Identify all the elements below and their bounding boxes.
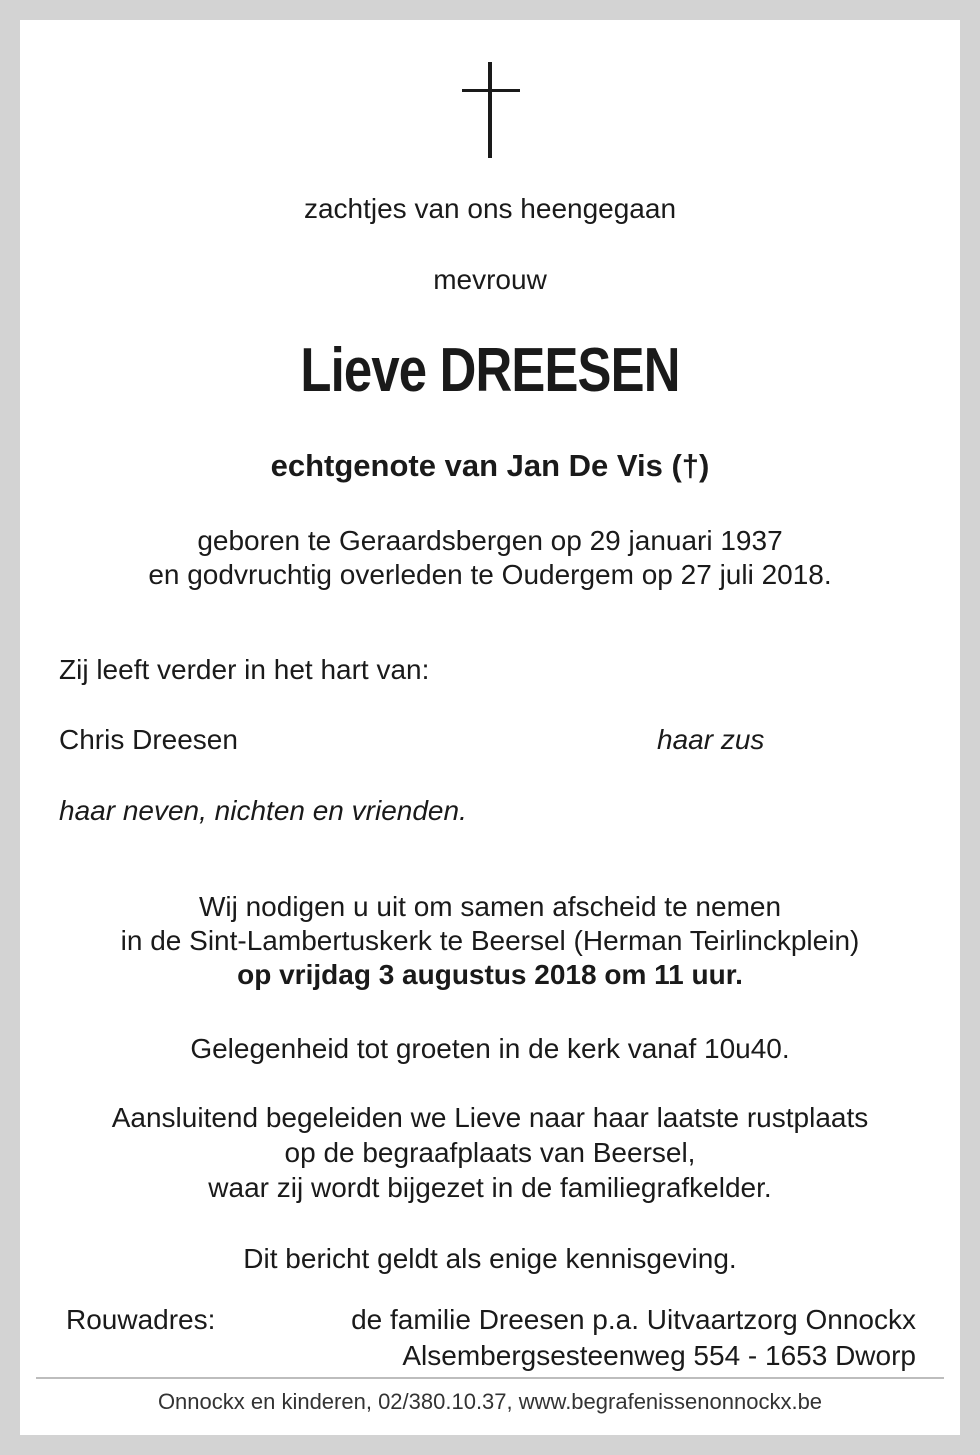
burial-line-3: waar zij wordt bijgezet in de familiegrafkelder. [208, 1172, 772, 1203]
death-notice [20, 20, 960, 1435]
intro-text: zachtjes van ons heengegaan [303, 193, 677, 224]
burial-line-1: Aansluitend begeleiden we Lieve naar haar laatste rustplaats [111, 1102, 869, 1133]
invite-line-2: in de Sint-Lambertuskerk te Beersel (Herman Teirlinckplein) [120, 925, 860, 956]
title-prefix: mevrouw [433, 264, 547, 295]
birth-line: geboren te Geraardsbergen op 29 januari 1937 [197, 525, 783, 556]
other-relatives: haar neven, nichten en vrienden. [59, 795, 467, 826]
address-line-2: Alsembergsesteenweg 554 - 1653 Dworp [402, 1340, 916, 1371]
spouse-line: echtgenote van Jan De Vis (†) [270, 448, 710, 483]
footer-divider [36, 1377, 944, 1379]
address-label: Rouwadres: [66, 1304, 216, 1335]
death-line: en godvruchtig overleden te Oudergem op 27 juli 2018. [148, 559, 832, 590]
survivor-relation: haar zus [657, 724, 765, 755]
survivor-name: Chris Dreesen [59, 724, 238, 755]
burial-line-2: op de begraafplaats van Beersel, [284, 1137, 696, 1168]
ceremony-date: op vrijdag 3 augustus 2018 om 11 uur. [237, 959, 743, 990]
deceased-name: Lieve DREESEN [300, 336, 680, 405]
greeting-line: Gelegenheid tot groeten in de kerk vanaf 10u40. [190, 1033, 790, 1064]
survivors-heading: Zij leeft verder in het hart van: [59, 654, 430, 685]
footer-funeral-home: Onnockx en kinderen, 02/380.10.37, www.begrafenissenonnockx.be [157, 1389, 823, 1414]
cross-icon [462, 62, 520, 158]
address-line-1: de familie Dreesen p.a. Uitvaartzorg Onnockx [351, 1304, 916, 1335]
invite-line-1: Wij nodigen u uit om samen afscheid te nemen [198, 891, 782, 922]
notice-only-line: Dit bericht geldt als enige kennisgeving. [243, 1243, 737, 1274]
